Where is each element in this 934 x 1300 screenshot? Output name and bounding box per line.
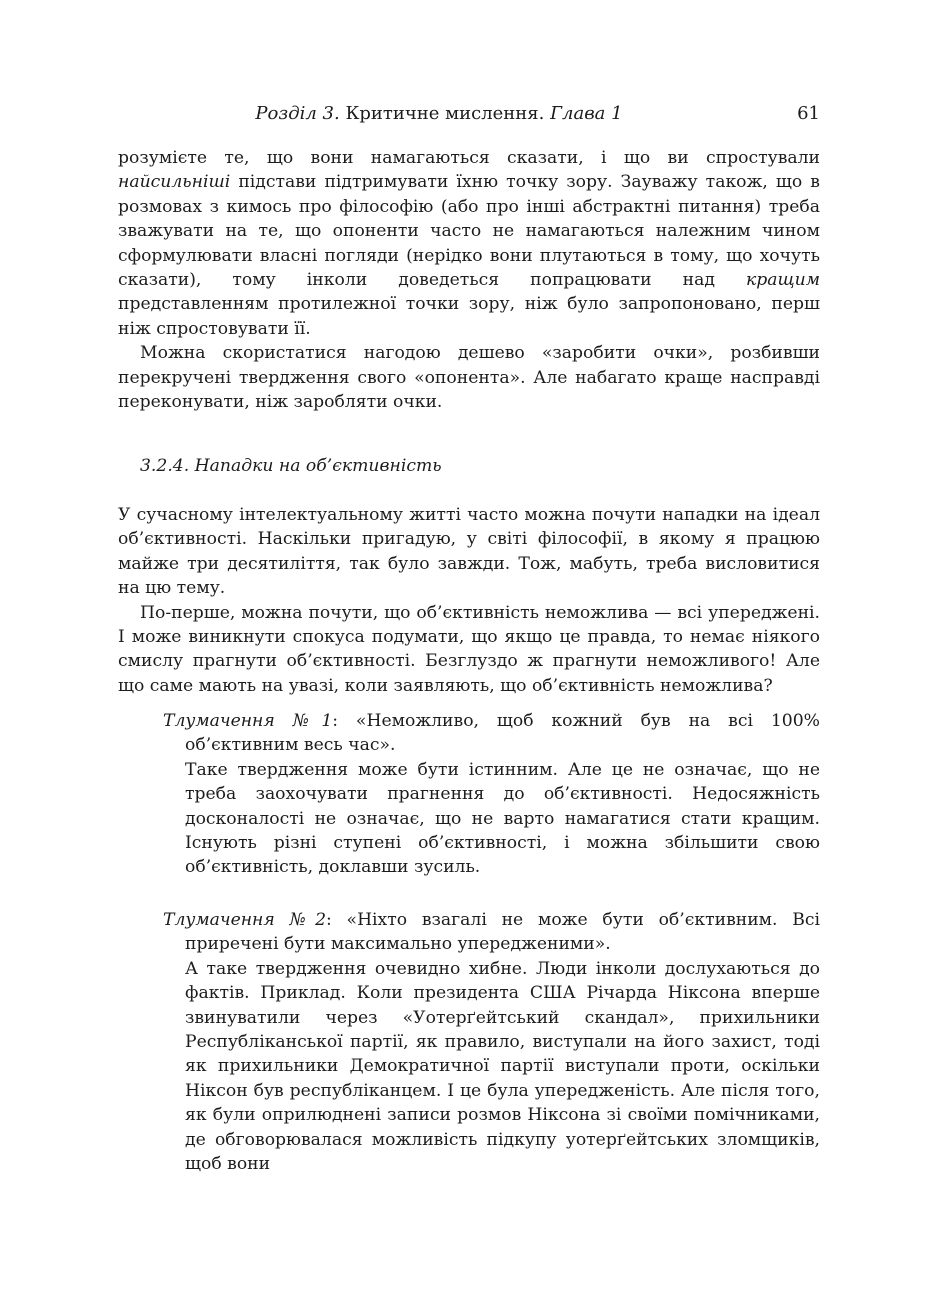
paragraph: [118, 146, 820, 341]
interpretation-label: Тлумачення №1: [163, 711, 333, 731]
running-head-title: [118, 100, 760, 128]
interpretation-statement: [163, 908, 820, 957]
running-head-part: Розділ 3.: [255, 103, 340, 124]
running-head-chapter: Глава 1: [550, 103, 623, 124]
page-number: 61: [797, 103, 820, 124]
interpretation-quote: : «Ніхто взагалі не може бути об’єктивним. Всі приречені бути максимально упередженими».: [185, 910, 820, 955]
paragraph: У сучасному інтелектуальному житті часто можна почути нападки на ідеал об’єктивності. Наскільки пригадую, у світі філософії, в якому я працюю майже три десятиліття, так було завжди. Тож, мабуть, треба висловитися на цю тему.: [118, 505, 820, 599]
text-block-2: [118, 503, 820, 698]
interpretation-1: [163, 709, 820, 880]
interpretation-statement: [163, 709, 820, 758]
paragraph: По-перше, можна почути, що об’єктивність неможлива — всі упереджені. І може виникнути спокуса подумати, що якщо це правда, то немає ніякого смислу прагнути об’єктивності. Безглуздо ж прагнути неможливого! Але що саме мають на увазі, коли заявляють, що об’єктивність неможлива?: [118, 602, 820, 696]
paragraph-text: представленням протилежної точки зору, ніж було запропоновано, перш ніж спростовувати її.: [118, 294, 820, 339]
interpretation-quote: : «Неможливо, щоб кожний був на всі 100% об’єктивним весь час».: [185, 711, 820, 756]
paragraph: Можна скористатися нагодою дешево «заробити очки», розбивши перекручені твердження свого «опонента». Але набагато краще насправді переконувати, ніж заробляти очки.: [118, 343, 820, 413]
paragraph-text: розумієте те, що вони намагаються сказати, і що ви спростували: [118, 148, 820, 168]
running-head-text: Критичне мислення.: [339, 103, 551, 124]
paragraph-text: підстави підтримувати їхню точку зору. Зауважу також, що в розмовах з кимось про філософію (або про інші абстрактні питання) треба зважувати на те, що опоненти часто не намагаються належним чином сформулювати власні погляди (нерідко вони плутаються в тому, що хочуть сказати), тому інколи доведеться попрацювати над: [118, 172, 820, 291]
interpretation-explanation: А таке твердження очевидно хибне. Люди інколи дослухаються до фактів. Приклад. Коли президента США Річарда Ніксона вперше звинуватили через «Уотерґейтський скандал», прихильники Республіканської партії, як правило, виступали на його захист, тоді як прихильники Демократичної партії виступали проти, оскільки Ніксон був республіканцем. І це була упередженість. Але після того, як були оприлюднені записи розмов Ніксона зі своїми помічниками, де обговорювалася можливість підкупу уотерґейтських зломщиків, щоб вони: [185, 958, 820, 1175]
emphasis-text: кращим: [745, 270, 820, 291]
running-head: [118, 100, 820, 128]
interpretation-label: Тлумачення №2: [163, 910, 327, 930]
text-block-1: [118, 146, 820, 414]
emphasis-text: найсильніші: [118, 172, 231, 193]
section-heading: 3.2.4. Нападки на об’єктивність: [140, 456, 442, 476]
interpretation-2: [163, 908, 820, 1176]
interpretation-explanation: Таке твердження може бути істинним. Але це не означає, що не треба заохочувати прагнення до об’єктивності. Недосяжність досконалості не означає, що не варто намагатися стати кращим. Існують різні ступені об’єктивності, і можна збільшити свою об’єктивність, доклавши зусиль.: [185, 759, 820, 878]
